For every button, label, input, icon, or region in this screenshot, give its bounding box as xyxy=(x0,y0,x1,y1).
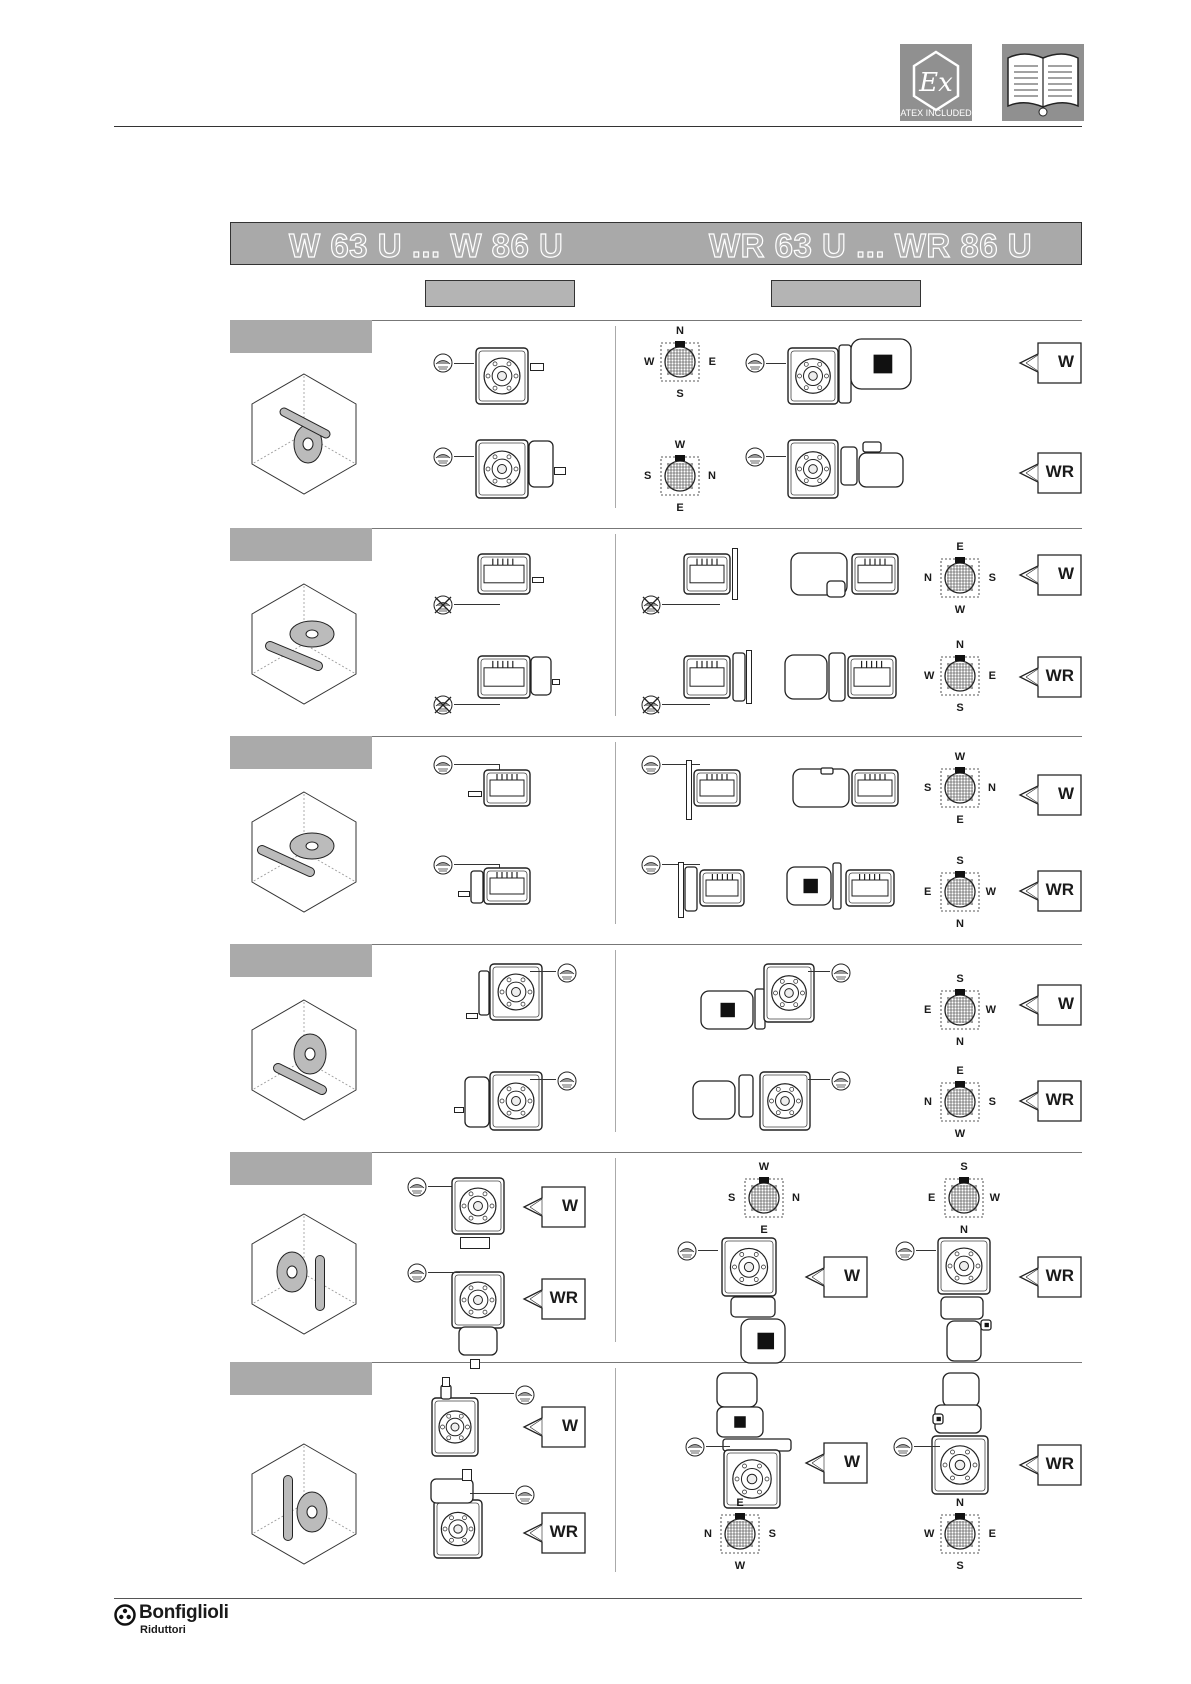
leader-line xyxy=(662,764,700,765)
leader-line xyxy=(766,363,786,364)
output-shaft xyxy=(466,1006,478,1012)
compass-direction-label: S xyxy=(924,782,932,794)
helical-prestage xyxy=(528,440,554,488)
compass-direction-label: S xyxy=(644,470,652,482)
compass-direction-label: W xyxy=(954,604,966,616)
compass-direction-label: S xyxy=(988,572,996,584)
footer-rule xyxy=(114,1598,1082,1599)
terminal-box-compass xyxy=(920,636,1000,716)
design-arrow-tag-label: W xyxy=(1057,784,1074,803)
terminal-box-compass xyxy=(724,1158,804,1238)
leader-line xyxy=(662,704,710,705)
compass-direction-label: N xyxy=(956,1497,964,1509)
column-header-right xyxy=(771,280,921,307)
svg-text:Ex: Ex xyxy=(919,68,953,98)
terminal-box-compass xyxy=(640,322,720,402)
leader-line xyxy=(454,704,500,705)
electric-motor xyxy=(942,1372,980,1408)
design-arrow-tag-label: W xyxy=(1057,994,1074,1013)
row-separator xyxy=(372,1152,1082,1153)
compass-direction-label: W xyxy=(954,1128,966,1140)
no-breather-plug-icon xyxy=(640,694,662,716)
column-divider xyxy=(615,326,616,508)
breather-plug-icon xyxy=(406,1176,428,1198)
breather-plug-icon xyxy=(744,352,766,374)
compass-direction-label: N xyxy=(704,1528,712,1540)
leader-line xyxy=(808,1079,830,1080)
helical-prestage xyxy=(470,870,484,904)
worm-gearbox-face xyxy=(758,1070,812,1132)
worm-gearbox-face xyxy=(474,438,530,500)
design-arrow-tag xyxy=(1018,342,1082,384)
compass-direction-label: N xyxy=(988,782,996,794)
design-arrow-tag xyxy=(1018,656,1082,698)
electric-motor xyxy=(716,1372,758,1408)
worm-gearbox-face xyxy=(430,1396,480,1458)
compass-direction-label: W xyxy=(924,1528,935,1540)
compass-direction-label: W xyxy=(644,356,655,368)
no-breather-plug-icon xyxy=(432,694,454,716)
breather-plug-icon xyxy=(676,1240,698,1262)
terminal-box-compass xyxy=(920,852,1000,932)
terminal-box-compass xyxy=(920,1062,1000,1142)
design-arrow-tag xyxy=(1018,870,1082,912)
helical-prestage xyxy=(732,652,746,702)
leader-line xyxy=(428,1272,460,1273)
compass-direction-label: W xyxy=(674,439,686,451)
worm-gearbox-side xyxy=(850,552,900,596)
output-shaft xyxy=(554,462,566,470)
brand-name: Bonfiglioli xyxy=(139,1602,229,1623)
design-arrow-tag xyxy=(522,1186,586,1228)
breather-plug-icon xyxy=(830,1070,852,1092)
helical-prestage xyxy=(940,1296,984,1320)
worm-gearbox-face xyxy=(930,1434,990,1496)
breather-plug-icon xyxy=(684,1436,706,1458)
mounting-position-label-bar xyxy=(230,320,372,353)
compass-direction-label: E xyxy=(924,1004,932,1016)
banner-right-title: WR 63 U ... WR 86 U xyxy=(709,227,1033,264)
worm-gearbox-face xyxy=(432,1498,484,1560)
title-banner xyxy=(230,222,1082,265)
column-divider xyxy=(615,1368,616,1572)
helical-prestage xyxy=(738,1074,754,1118)
compass-direction-label: E xyxy=(760,1224,768,1236)
output-shaft xyxy=(458,884,470,890)
output-shaft xyxy=(454,1100,464,1106)
design-arrow-tag-label: WR xyxy=(1045,880,1074,899)
leader-line xyxy=(766,456,786,457)
breather-plug-icon xyxy=(894,1240,916,1262)
worm-gearbox-face xyxy=(450,1176,506,1236)
leader-line xyxy=(454,864,500,865)
breather-plug-icon xyxy=(514,1484,536,1506)
banner-left-title: W 63 U ... W 86 U xyxy=(289,227,564,264)
mounting-orientation-cube-icon xyxy=(248,1212,360,1336)
output-shaft xyxy=(470,1356,480,1366)
design-arrow-tag xyxy=(1018,1080,1082,1122)
design-arrow-tag-label: W xyxy=(843,1452,860,1471)
design-arrow-tag xyxy=(1018,774,1082,816)
compass-direction-label: E xyxy=(956,541,964,553)
breather-plug-icon xyxy=(432,446,454,468)
worm-gearbox-side xyxy=(692,768,742,808)
column-divider xyxy=(615,534,616,716)
leader-line xyxy=(454,604,500,605)
no-breather-plug-icon xyxy=(432,594,454,616)
mounting-orientation-cube-icon xyxy=(248,790,360,914)
electric-motor xyxy=(786,866,832,906)
leader-line xyxy=(454,363,474,364)
row-separator xyxy=(372,944,1082,945)
output-shaft xyxy=(552,672,560,678)
compass-direction-label: E xyxy=(676,502,684,514)
compass-direction-label: S xyxy=(676,388,684,400)
compass-direction-label: W xyxy=(924,670,935,682)
design-arrow-tag xyxy=(1018,984,1082,1026)
output-shaft xyxy=(732,548,738,600)
compass-direction-label: S xyxy=(728,1192,736,1204)
compass-direction-label: W xyxy=(985,886,996,898)
header-rule xyxy=(114,126,1082,127)
design-arrow-tag-label: WR xyxy=(1045,1266,1074,1285)
mounting-position-label-bar xyxy=(230,1152,372,1185)
output-shaft xyxy=(462,1468,472,1480)
worm-gearbox-face xyxy=(786,346,840,406)
terminal-box-compass xyxy=(920,1494,1000,1574)
design-arrow-tag-label: W xyxy=(1057,564,1074,583)
compass-direction-label: E xyxy=(956,814,964,826)
compass-direction-label: W xyxy=(985,1004,996,1016)
compass-direction-label: S xyxy=(960,1161,968,1173)
output-shaft xyxy=(746,650,752,704)
helical-prestage xyxy=(684,866,698,912)
output-shaft xyxy=(532,570,544,576)
worm-gearbox-side xyxy=(844,868,896,908)
terminal-box-compass xyxy=(640,436,720,516)
compass-direction-label: S xyxy=(956,702,964,714)
terminal-box-compass xyxy=(924,1158,1004,1238)
breather-plug-icon xyxy=(830,962,852,984)
breather-plug-icon xyxy=(892,1436,914,1458)
compass-direction-label: S xyxy=(956,973,964,985)
mounting-position-label-bar xyxy=(230,1362,372,1395)
mounting-orientation-cube-icon xyxy=(248,582,360,706)
worm-gearbox-side xyxy=(846,654,898,700)
leader-line xyxy=(470,1493,514,1494)
terminal-box xyxy=(826,580,846,598)
leader-line xyxy=(454,764,500,765)
design-arrow-tag-label: WR xyxy=(549,1522,578,1541)
worm-gearbox-face xyxy=(474,346,530,406)
design-arrow-tag-label: WR xyxy=(1045,462,1074,481)
compass-direction-label: E xyxy=(988,1528,996,1540)
worm-gearbox-side xyxy=(476,654,532,700)
leader-line xyxy=(530,971,556,972)
compass-direction-label: N xyxy=(792,1192,800,1204)
design-arrow-tag xyxy=(522,1512,586,1554)
electric-motor xyxy=(850,338,912,390)
breather-plug-icon xyxy=(556,962,578,984)
compass-direction-label: W xyxy=(734,1560,746,1572)
design-arrow-tag-label: W xyxy=(561,1416,578,1435)
leader-line xyxy=(808,971,830,972)
worm-gearbox-side xyxy=(682,654,732,700)
leader-line xyxy=(530,1079,556,1080)
breather-plug-icon xyxy=(556,1070,578,1092)
motor-flange xyxy=(716,1406,764,1438)
compass-direction-label: E xyxy=(924,886,932,898)
leader-line xyxy=(706,1446,730,1447)
column-header-left xyxy=(425,280,575,307)
breather-plug-icon xyxy=(432,754,454,776)
worm-gearbox-side xyxy=(850,768,900,808)
breather-plug-icon xyxy=(432,854,454,876)
terminal-box-compass xyxy=(920,538,1000,618)
terminal-box-compass xyxy=(920,970,1000,1050)
atex-label: ATEX INCLUDED xyxy=(900,108,972,118)
brand-sub: Riduttori xyxy=(140,1624,186,1636)
compass-direction-label: S xyxy=(988,1096,996,1108)
compass-direction-label: S xyxy=(768,1528,776,1540)
output-shaft xyxy=(468,784,482,790)
design-arrow-tag xyxy=(522,1406,586,1448)
leader-line xyxy=(662,604,720,605)
worm-gearbox-side xyxy=(698,868,746,908)
design-arrow-tag xyxy=(804,1442,868,1484)
breather-plug-icon xyxy=(406,1262,428,1284)
design-arrow-tag xyxy=(522,1278,586,1320)
leader-line xyxy=(454,456,474,457)
breather-plug-icon xyxy=(432,352,454,374)
mounting-position-label-bar xyxy=(230,528,372,561)
compass-direction-label: S xyxy=(956,855,964,867)
compass-direction-label: N xyxy=(676,325,684,337)
compass-direction-label: E xyxy=(956,1065,964,1077)
compass-direction-label: W xyxy=(989,1192,1000,1204)
helical-prestage xyxy=(832,862,842,910)
column-divider xyxy=(615,950,616,1132)
helical-prestage xyxy=(828,652,846,702)
compass-direction-label: S xyxy=(956,1560,964,1572)
worm-gearbox-face xyxy=(786,438,840,500)
terminal-box xyxy=(820,762,834,770)
design-arrow-tag-label: WR xyxy=(1045,1090,1074,1109)
design-arrow-tag xyxy=(1018,554,1082,596)
compass-direction-label: E xyxy=(736,1497,744,1509)
row-separator xyxy=(372,320,1082,321)
bonfiglioli-logo-icon xyxy=(114,1604,136,1626)
helical-prestage xyxy=(458,1326,498,1356)
design-arrow-tag-label: WR xyxy=(549,1288,578,1307)
column-divider xyxy=(615,1158,616,1342)
output-shaft xyxy=(442,1374,450,1384)
manual-book-icon xyxy=(1002,44,1084,121)
terminal-box-compass xyxy=(700,1494,780,1574)
helical-prestage xyxy=(840,446,858,486)
terminal-box xyxy=(932,1412,944,1424)
atex-icon xyxy=(900,44,972,121)
design-arrow-tag xyxy=(1018,1444,1082,1486)
design-arrow-tag-label: W xyxy=(1057,352,1074,371)
compass-direction-label: E xyxy=(988,670,996,682)
leader-line xyxy=(470,1393,514,1394)
mounting-position-label-bar xyxy=(230,944,372,977)
no-breather-plug-icon xyxy=(640,594,662,616)
terminal-box-compass xyxy=(920,748,1000,828)
compass-direction-label: N xyxy=(956,918,964,930)
worm-gearbox-face xyxy=(936,1236,992,1296)
compass-direction-label: E xyxy=(708,356,716,368)
helical-prestage xyxy=(430,1478,474,1504)
leader-line xyxy=(698,1250,718,1251)
electric-motor xyxy=(740,1318,786,1364)
mounting-orientation-cube-icon xyxy=(248,372,360,496)
worm-gearbox-face xyxy=(450,1270,506,1330)
breather-plug-icon xyxy=(514,1384,536,1406)
mounting-orientation-cube-icon xyxy=(248,998,360,1122)
electric-motor xyxy=(858,452,904,488)
column-divider xyxy=(615,742,616,924)
compass-direction-label: N xyxy=(956,639,964,651)
helical-prestage xyxy=(530,656,552,696)
mounting-orientation-cube-icon xyxy=(248,1442,360,1566)
compass-direction-label: N xyxy=(924,572,932,584)
breather-plug-icon xyxy=(744,446,766,468)
terminal-box xyxy=(862,440,882,452)
worm-gearbox-side xyxy=(476,552,532,596)
helical-prestage xyxy=(478,970,490,1016)
row-separator xyxy=(372,528,1082,529)
worm-gearbox-side xyxy=(682,552,732,596)
compass-direction-label: W xyxy=(758,1161,770,1173)
breather-plug-icon xyxy=(640,754,662,776)
design-arrow-tag xyxy=(804,1256,868,1298)
row-separator xyxy=(372,736,1082,737)
worm-gearbox-face xyxy=(720,1236,778,1298)
output-shaft xyxy=(460,1236,490,1248)
compass-direction-label: N xyxy=(708,470,716,482)
compass-direction-label: W xyxy=(954,751,966,763)
mounting-position-label-bar xyxy=(230,736,372,769)
compass-direction-label: N xyxy=(960,1224,968,1236)
worm-gearbox-side xyxy=(482,866,532,906)
electric-motor xyxy=(692,1080,736,1120)
helical-prestage xyxy=(464,1076,490,1128)
terminal-box xyxy=(980,1318,992,1330)
design-arrow-tag xyxy=(1018,1256,1082,1298)
output-shaft xyxy=(530,358,544,366)
design-arrow-tag-label: W xyxy=(843,1266,860,1285)
compass-direction-label: N xyxy=(924,1096,932,1108)
design-arrow-tag xyxy=(1018,452,1082,494)
compass-direction-label: E xyxy=(928,1192,936,1204)
breather-plug-icon xyxy=(640,854,662,876)
electric-motor xyxy=(784,654,828,700)
design-arrow-tag-label: WR xyxy=(1045,1454,1074,1473)
compass-direction-label: N xyxy=(956,1036,964,1048)
motor-flange xyxy=(730,1296,776,1318)
leader-line xyxy=(916,1250,936,1251)
electric-motor xyxy=(946,1320,982,1362)
design-arrow-tag-label: WR xyxy=(1045,666,1074,685)
design-arrow-tag-label: W xyxy=(561,1196,578,1215)
leader-line xyxy=(914,1446,940,1447)
electric-motor xyxy=(700,990,754,1030)
worm-gearbox-side xyxy=(482,768,532,808)
